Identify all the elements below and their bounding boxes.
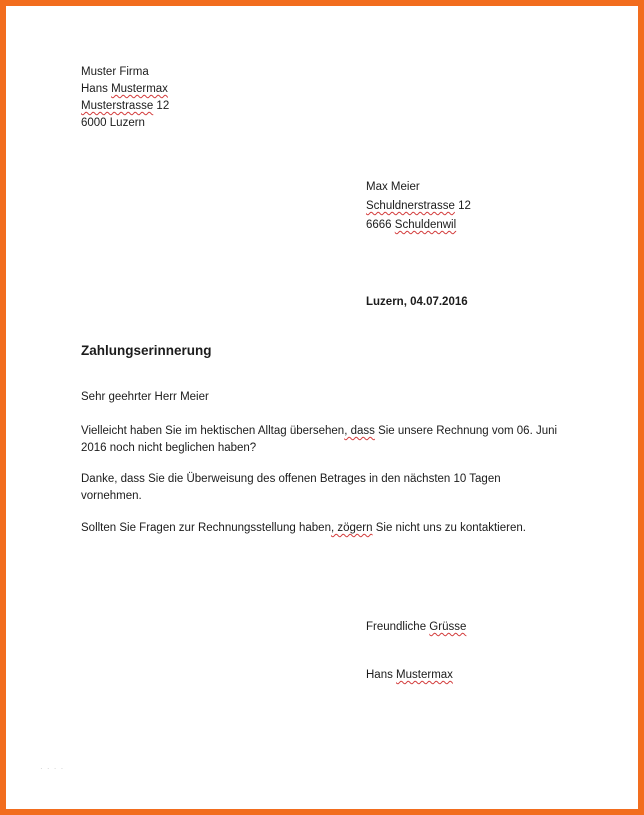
sender-street-no: 12 [156,100,170,112]
recipient-address [366,178,471,235]
closing-word-2: Grüsse [429,621,467,633]
recipient-street [366,197,471,216]
paragraph-1-marked: , dass [344,425,375,437]
sender-name-last: Mustermax [111,83,168,95]
sender-name [81,81,169,98]
recipient-street-name: Schuldnerstrasse [366,200,455,212]
signature-first: Hans [366,669,397,681]
scan-artifact: · · · · [40,764,65,773]
paragraph-1-text-a: Vielleicht haben Sie im hektischen Alltag übersehen [81,425,345,437]
recipient-town-name: Schuldenwil [394,219,457,231]
sender-company: Muster Firma [81,66,149,78]
sender-street [81,98,169,115]
paragraph-3-line-1 [81,520,526,537]
paragraph-1-line-2: 2016 noch nicht beglichen haben? [81,442,257,454]
paragraph-3 [81,520,526,537]
paragraph-2 [81,471,501,505]
paragraph-3-marked: , zögern [330,522,373,534]
signature-last: Mustermax [396,669,453,681]
paragraph-2-line-1: Danke, dass Sie die Überweisung des offenen Betrages in den nächsten 10 Tagen [81,473,501,485]
sender-city: 6000 Luzern [81,117,145,129]
salutation: Sehr geehrter Herr Meier [81,391,209,403]
sender-name-first: Hans [81,83,108,95]
paragraph-2-line-2: vornehmen. [81,490,142,502]
paragraph-3-text-b: Sie nicht uns zu kontaktieren. [372,522,526,534]
subject-heading: Zahlungserinnerung [81,343,212,358]
recipient-name: Max Meier [366,181,420,193]
sender-address [81,64,169,132]
paragraph-1-text-b: Sie unsere Rechnung vom 06. Juni [374,425,558,437]
place-date: Luzern, 04.07.2016 [366,296,468,308]
signature [366,667,453,684]
sender-street-name: Musterstrasse [81,100,154,112]
closing [366,619,466,636]
paragraph-1-line-1 [81,423,557,440]
recipient-street-no: 12 [458,200,471,212]
paragraph-3-text-a: Sollten Sie Fragen zur Rechnungsstellung haben [81,522,331,534]
closing-word-1: Freundliche [366,621,430,633]
recipient-town [366,216,471,235]
paragraph-1 [81,423,557,457]
recipient-postcode: 6666 [366,219,392,231]
